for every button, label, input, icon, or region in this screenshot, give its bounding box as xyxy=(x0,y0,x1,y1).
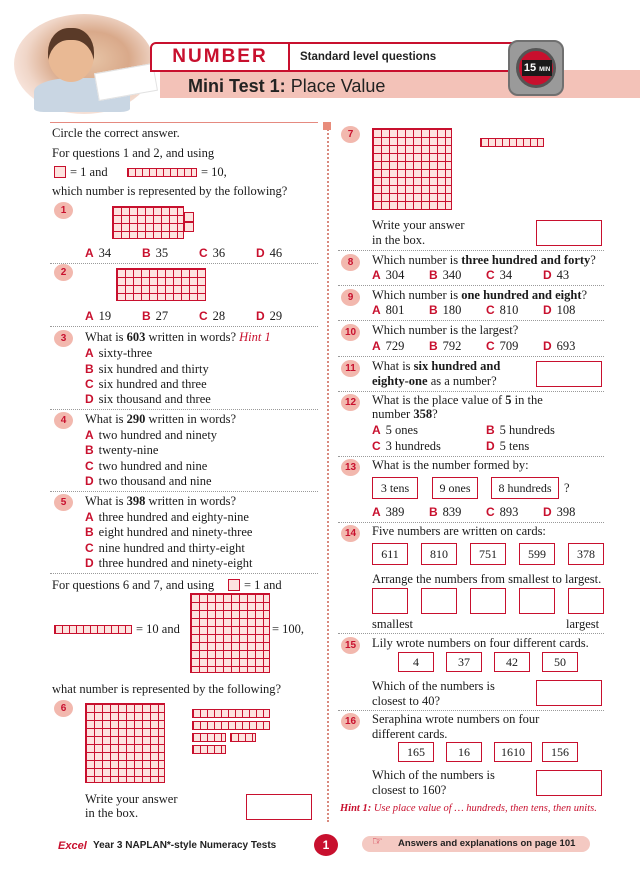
ten-rod-icon xyxy=(54,625,132,634)
footer-title: Year 3 NAPLAN*-style Numeracy Tests xyxy=(93,840,277,851)
q2-ten-rods-blocks xyxy=(116,268,206,301)
intro2-question: what number is represented by the following? xyxy=(52,682,282,696)
divider xyxy=(338,391,604,392)
q14-instruction: Arrange the numbers from smallest to largest. xyxy=(372,572,602,586)
question-number-5: 5 xyxy=(54,494,73,511)
q15-text: Lily wrote numbers on four different cards. xyxy=(372,636,589,650)
question-number-8: 8 xyxy=(341,254,360,271)
column-divider xyxy=(327,122,329,822)
q6-partial-rod xyxy=(230,733,256,742)
q6-partial-rod xyxy=(192,745,226,754)
q14-card: 751 xyxy=(470,543,506,565)
q13-text: What is the number formed by: xyxy=(372,458,529,472)
q10-option-c[interactable]: C 709 xyxy=(486,339,519,353)
q13-card: 8 hundreds xyxy=(491,477,559,499)
q1-option-c[interactable]: C 36 xyxy=(199,246,226,260)
level-banner xyxy=(290,42,512,72)
q1-ten-rods-blocks xyxy=(112,206,184,239)
question-number-1: 1 xyxy=(54,202,73,219)
q15-question: closest to 40? xyxy=(372,694,441,708)
column-divider-marker xyxy=(323,122,331,130)
hint-note: Hint 1: Use place value of … hundreds, then tens, then units. xyxy=(340,803,597,814)
section-rule xyxy=(50,122,318,123)
q9-option-c[interactable]: C 810 xyxy=(486,303,519,317)
q14-largest-label: largest xyxy=(566,617,600,631)
q12-option-d[interactable]: D 5 tens xyxy=(486,439,530,453)
unit-cube-icon xyxy=(54,166,66,178)
q7-prompt: Write your answer xyxy=(372,218,465,232)
intro2-line: For questions 6 and 7, and using xyxy=(52,578,215,592)
q13-question-mark: ? xyxy=(564,481,570,495)
unit-cube-legend: = 1 and xyxy=(244,578,282,592)
q6-ten-rod xyxy=(192,721,270,730)
q11-text: What is six hundred and xyxy=(372,359,501,373)
q12-option-a[interactable]: A 5 ones xyxy=(372,423,418,437)
question-number-15: 15 xyxy=(341,637,360,654)
q1-option-d[interactable]: D 46 xyxy=(256,246,283,260)
topic-title: NUMBER xyxy=(172,46,268,67)
q6-answer-box[interactable] xyxy=(246,794,312,820)
q14-answer-box-3[interactable] xyxy=(470,588,506,614)
q8-option-b[interactable]: B 340 xyxy=(429,268,462,282)
divider xyxy=(50,491,318,492)
question-number-9: 9 xyxy=(341,289,360,306)
q5-option-a[interactable]: A three hundred and eighty-nine xyxy=(85,510,249,524)
q13-card: 3 tens xyxy=(372,477,418,499)
intro-question: which number is represented by the following? xyxy=(52,184,288,198)
q6-hundred-flat xyxy=(85,703,165,783)
q14-answer-box-5[interactable] xyxy=(568,588,604,614)
q7-ten-rod xyxy=(480,138,544,147)
q8-option-d[interactable]: D 43 xyxy=(543,268,570,282)
question-number-4: 4 xyxy=(54,412,73,429)
divider xyxy=(50,263,318,264)
question-number-2: 2 xyxy=(54,264,73,281)
q9-option-b[interactable]: B 180 xyxy=(429,303,462,317)
q8-text: Which number is three hundred and forty? xyxy=(372,253,596,267)
instruction: Circle the correct answer. xyxy=(52,126,180,140)
page-number: 1 xyxy=(314,834,338,856)
q12-text: What is the place value of 5 in the xyxy=(372,393,543,407)
question-number-10: 10 xyxy=(341,324,360,341)
q11-answer-box[interactable] xyxy=(536,361,602,387)
ten-rod-legend: = 10, xyxy=(201,165,227,179)
q14-card: 611 xyxy=(372,543,408,565)
divider xyxy=(338,710,604,711)
q4-option-c[interactable]: C two hundred and nine xyxy=(85,459,208,473)
q16-answer-box[interactable] xyxy=(536,770,602,796)
q10-option-a[interactable]: A 729 xyxy=(372,339,405,353)
q5-option-c[interactable]: C nine hundred and thirty-eight xyxy=(85,541,245,555)
topic-banner xyxy=(150,42,290,72)
q13-option-a[interactable]: A 389 xyxy=(372,505,405,519)
q14-answer-box-4[interactable] xyxy=(519,588,555,614)
divider xyxy=(50,573,318,574)
divider xyxy=(338,250,604,251)
q2-option-c[interactable]: C 28 xyxy=(199,309,226,323)
q1-option-b[interactable]: B 35 xyxy=(142,246,169,260)
q5-text: What is 398 written in words? xyxy=(85,494,237,508)
pointing-hand-icon: ☞ xyxy=(372,834,383,848)
q14-answer-box-1[interactable] xyxy=(372,588,408,614)
divider xyxy=(338,522,604,523)
q14-smallest-label: smallest xyxy=(372,617,413,631)
divider xyxy=(50,409,318,410)
q13-card: 9 ones xyxy=(432,477,478,499)
divider xyxy=(338,633,604,634)
hint-link[interactable]: Hint 1 xyxy=(239,330,271,344)
q7-hundred-flat xyxy=(372,128,452,210)
q15-card: 37 xyxy=(446,652,482,672)
q6-partial-rod xyxy=(192,733,226,742)
q4-option-d[interactable]: D two thousand and nine xyxy=(85,474,212,488)
test-title: Mini Test 1: Place Value xyxy=(188,76,386,96)
q2-option-b[interactable]: B 27 xyxy=(142,309,169,323)
q1-unit-cube xyxy=(184,222,194,232)
q12-option-b[interactable]: B 5 hundreds xyxy=(486,423,555,437)
q11-text: eighty-one as a number? xyxy=(372,374,497,388)
q4-text: What is 290 written in words? xyxy=(85,412,237,426)
q16-text: different cards. xyxy=(372,727,448,741)
q7-answer-box[interactable] xyxy=(536,220,602,246)
q3-text: What is 603 written in words? Hint 1 xyxy=(85,330,271,344)
unit-cube-legend: = 1 and xyxy=(70,165,108,179)
q6-ten-rod xyxy=(192,709,270,718)
question-number-12: 12 xyxy=(341,394,360,411)
question-number-14: 14 xyxy=(341,525,360,542)
q3-option-a[interactable]: A sixty-three xyxy=(85,346,153,360)
q12-text: number 358? xyxy=(372,407,438,421)
q16-card: 1610 xyxy=(494,742,532,762)
question-number-6: 6 xyxy=(54,700,73,717)
q1-unit-cube xyxy=(184,212,194,222)
question-number-7: 7 xyxy=(341,126,360,143)
q15-card: 50 xyxy=(542,652,578,672)
q4-option-a[interactable]: A two hundred and ninety xyxy=(85,428,218,442)
q13-option-d[interactable]: D 398 xyxy=(543,505,576,519)
hundred-flat-legend: = 100, xyxy=(272,622,305,636)
question-number-11: 11 xyxy=(341,360,360,377)
answers-link[interactable]: Answers and explanations on page 101 xyxy=(362,836,590,852)
q10-text: Which number is the largest? xyxy=(372,323,519,337)
question-number-16: 16 xyxy=(341,713,360,730)
q3-option-b[interactable]: B six hundred and thirty xyxy=(85,362,209,376)
intro-line: For questions 1 and 2, and using xyxy=(52,146,215,160)
student-photo-face xyxy=(48,28,94,82)
q16-question: closest to 160? xyxy=(372,783,447,797)
q16-question: Which of the numbers is xyxy=(372,768,495,782)
q15-question: Which of the numbers is xyxy=(372,679,495,693)
q5-option-d[interactable]: D three hundred and ninety-eight xyxy=(85,556,253,570)
divider xyxy=(50,326,318,327)
divider xyxy=(338,320,604,321)
q9-text: Which number is one hundred and eight? xyxy=(372,288,588,302)
q5-option-b[interactable]: B eight hundred and ninety-three xyxy=(85,525,253,539)
q14-card: 378 xyxy=(568,543,604,565)
q16-card: 165 xyxy=(398,742,434,762)
q4-option-b[interactable]: B twenty-nine xyxy=(85,443,159,457)
q1-option-a[interactable]: A 34 xyxy=(85,246,112,260)
q7-prompt: in the box. xyxy=(372,233,426,247)
q6-prompt: Write your answer xyxy=(85,792,178,806)
ten-rod-legend: = 10 and xyxy=(136,622,180,636)
q10-option-d[interactable]: D 693 xyxy=(543,339,576,353)
q12-option-c[interactable]: C 3 hundreds xyxy=(372,439,441,453)
q15-card: 4 xyxy=(398,652,434,672)
q14-answer-box-2[interactable] xyxy=(421,588,457,614)
divider xyxy=(338,356,604,357)
timer-display: 15 MIN xyxy=(523,62,551,74)
q10-option-b[interactable]: B 792 xyxy=(429,339,462,353)
q13-option-b[interactable]: B 839 xyxy=(429,505,462,519)
hundred-flat-icon xyxy=(190,593,270,673)
question-number-13: 13 xyxy=(341,459,360,476)
q2-option-a[interactable]: A 19 xyxy=(85,309,112,323)
question-number-3: 3 xyxy=(54,330,73,347)
q3-option-c[interactable]: C six hundred and three xyxy=(85,377,207,391)
q14-text: Five numbers are written on cards: xyxy=(372,524,546,538)
q8-option-a[interactable]: A 304 xyxy=(372,268,405,282)
ten-rod-icon xyxy=(127,168,197,177)
unit-cube-icon xyxy=(228,579,240,591)
q2-option-d[interactable]: D 29 xyxy=(256,309,283,323)
divider xyxy=(338,456,604,457)
q9-option-d[interactable]: D 108 xyxy=(543,303,576,317)
q16-text: Seraphina wrote numbers on four xyxy=(372,712,540,726)
q13-option-c[interactable]: C 893 xyxy=(486,505,519,519)
q16-card: 156 xyxy=(542,742,578,762)
divider xyxy=(338,285,604,286)
q15-answer-box[interactable] xyxy=(536,680,602,706)
q15-card: 42 xyxy=(494,652,530,672)
q8-option-c[interactable]: C 34 xyxy=(486,268,513,282)
q9-option-a[interactable]: A 801 xyxy=(372,303,405,317)
q6-prompt: in the box. xyxy=(85,806,139,820)
q16-card: 16 xyxy=(446,742,482,762)
q14-card: 599 xyxy=(519,543,555,565)
level-label: Standard level questions xyxy=(300,51,437,63)
brand-logo: Excel xyxy=(58,840,87,852)
q3-option-d[interactable]: D six thousand and three xyxy=(85,392,211,406)
q14-card: 810 xyxy=(421,543,457,565)
